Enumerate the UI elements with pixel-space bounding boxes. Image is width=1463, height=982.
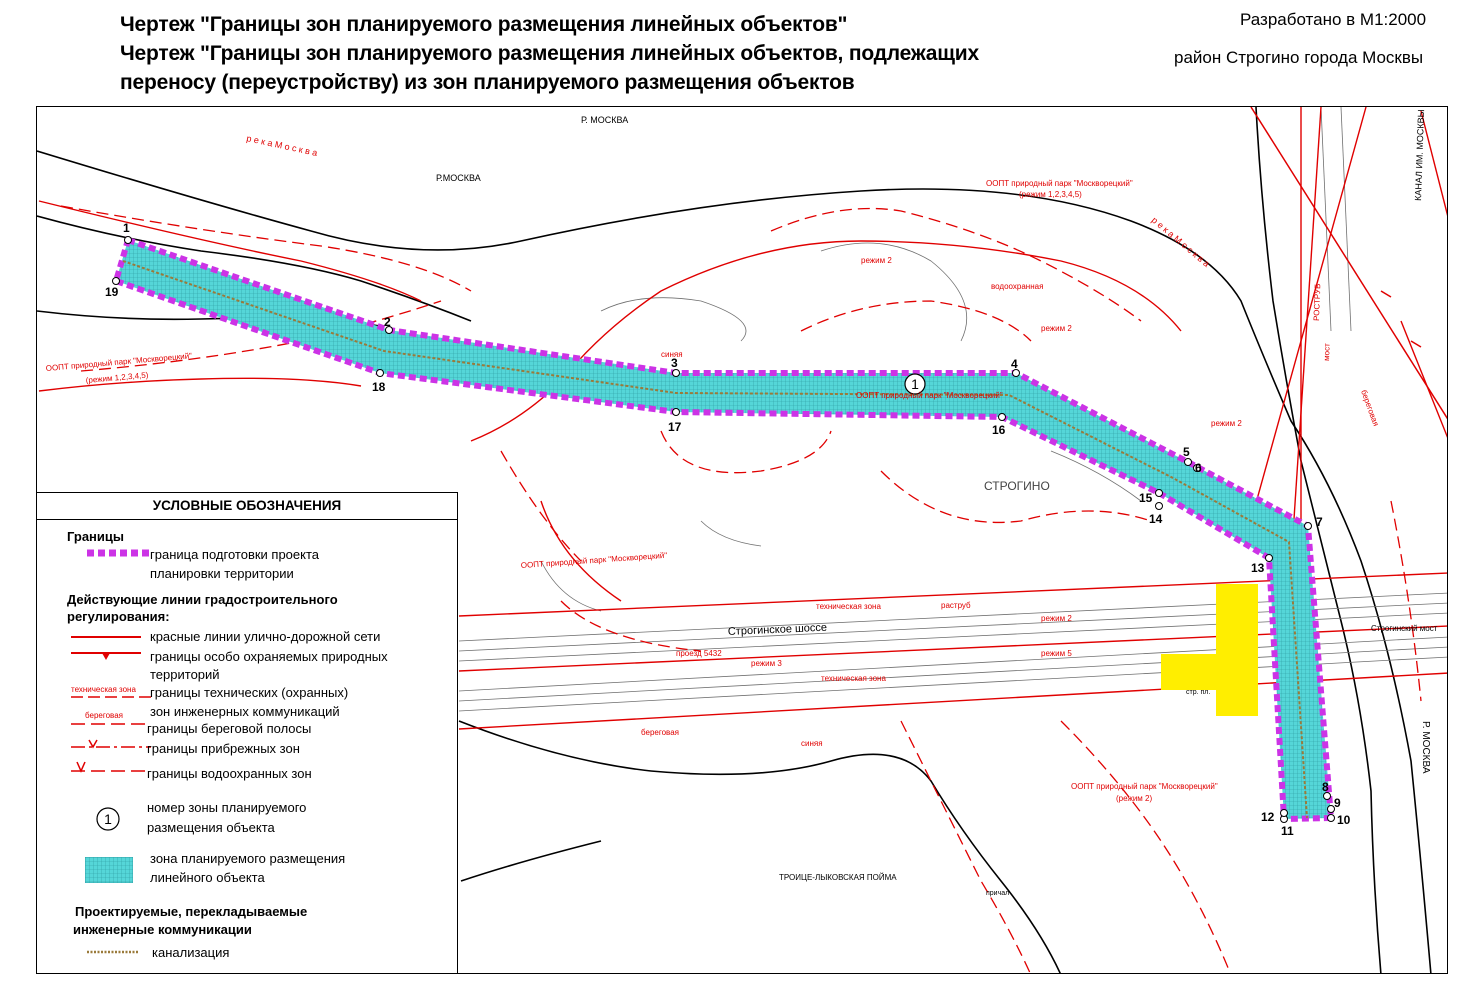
vertex-label-12: 12 — [1261, 810, 1275, 824]
vertex-label-4: 4 — [1011, 357, 1018, 371]
legend-oopt-line1: границы особо охраняемых природных — [150, 649, 388, 664]
label-regime3: режим 3 — [751, 659, 782, 668]
svg-text:1: 1 — [104, 811, 112, 827]
legend-section-borders: Границы — [67, 529, 124, 544]
map-title-block — [120, 10, 1120, 97]
legend-boundary-line2: планировки территории — [150, 566, 294, 581]
title-line-2: Чертеж "Границы зон планируемого размещения линейных объектов, подлежащих — [120, 42, 979, 65]
legend-coastal-line: границы прибрежных зон — [147, 741, 300, 756]
label-passage: проезд 5432 — [676, 649, 722, 658]
legend-tech-symbol — [71, 694, 151, 700]
label-oopt-top-2: (режим 1,2,3,4,5) — [1019, 190, 1082, 199]
legend-zone-symbol — [85, 857, 133, 883]
label-oopt-lower-1: ООПТ природный парк "Москворецкий" — [1071, 782, 1218, 791]
label-oopt-mid: ООПТ природный парк "Москворецкий" — [856, 391, 1003, 400]
label-river-right: Р. МОСКВА — [1420, 721, 1431, 774]
legend-tech-small: техническая зона — [71, 685, 136, 694]
vertex-label-7: 7 — [1316, 515, 1323, 529]
legend-section-utilities-2: инженерные коммуникации — [73, 922, 252, 937]
legend-zone-number-line1: номер зоны планируемого — [147, 800, 307, 815]
label-oopt-top-1: ООПТ природный парк "Москворецкий" — [986, 179, 1133, 188]
legend-bereg-line: границы береговой полосы — [147, 721, 312, 736]
label-regime2-a: режим 2 — [1041, 324, 1072, 333]
legend-coastal-symbol — [71, 737, 151, 753]
vertex-label-15: 15 — [1139, 491, 1153, 505]
label-rastrub: раструб — [941, 601, 971, 610]
vertex-label-3: 3 — [671, 356, 678, 370]
label-str-pl: стр. пл. — [1186, 689, 1211, 696]
label-oopt-left-1: ООПТ природный парк "Москворецкий" — [45, 351, 193, 373]
vertex-label-5: 5 — [1183, 445, 1190, 459]
legend-tech-line2: зон инженерных коммуникаций — [150, 704, 340, 719]
vertex-label-16: 16 — [992, 423, 1006, 437]
legend-section-regulation-1: Действующие линии градостроительного — [67, 592, 338, 607]
title-line-1: Чертеж "Границы зон планируемого размещения линейных объектов" — [120, 13, 848, 36]
label-canal: КАНАЛ ИМ. МОСКВЫ — [1413, 109, 1427, 202]
legend-oopt-symbol — [71, 649, 141, 663]
vertex-label-10: 10 — [1337, 813, 1351, 827]
vertex-label-11: 11 — [1281, 824, 1294, 838]
district-label: район Строгино города Москвы — [1174, 48, 1424, 67]
legend-boundary-symbol — [85, 547, 155, 559]
label-regime5: режим 5 — [1041, 649, 1072, 658]
label-regime2-c: режим 2 — [1211, 419, 1242, 428]
legend-water-symbol — [71, 759, 151, 775]
label-highway: Строгинское шоссе — [727, 621, 828, 638]
legend-zone-line2: линейного объекта — [150, 870, 265, 885]
legend-boundary-line1: граница подготовки проекта — [150, 547, 320, 562]
legend-oopt-line2: территорий — [150, 667, 220, 682]
legend-sewer-symbol — [87, 948, 139, 956]
label-river-left: Р.МОСКВА — [436, 173, 481, 183]
label-water-zone: водоохранная — [991, 282, 1044, 291]
label-tech-zone-lower: техническая зона — [821, 674, 886, 683]
label-prichal: причал — [986, 890, 1010, 897]
label-regime2-d: режим 2 — [1041, 614, 1072, 623]
legend-red-lines: красные линии улично-дорожной сети — [150, 629, 381, 644]
legend-panel — [36, 492, 458, 974]
label-regime2-b: режим 2 — [861, 256, 892, 265]
vertex-label-17: 17 — [668, 420, 682, 434]
label-bereg-lower: береговая — [641, 728, 679, 737]
legend-sewer: канализация — [152, 945, 230, 960]
label-siniya: синяя — [661, 350, 683, 359]
label-oopt-lower-2: (режим 2) — [1116, 794, 1153, 803]
label-floodplain: ТРОИЦЕ-ЛЫКОВСКАЯ ПОЙМА — [779, 873, 897, 882]
vertex-label-2: 2 — [384, 315, 391, 329]
label-oopt-left-2: (режим 1,2,3,4,5) — [85, 370, 149, 385]
vertex-label-13: 13 — [1251, 561, 1265, 575]
label-strogino: СТРОГИНО — [984, 479, 1050, 493]
label-river-top: Р. МОСКВА — [581, 115, 629, 125]
legend-zone-number-symbol — [95, 806, 121, 832]
vertex-label-14: 14 — [1149, 512, 1163, 526]
label-rostrub: РОСТРУБ — [1312, 283, 1323, 322]
title-line-3: переносу (переустройству) из зон планируемого размещения объектов — [120, 71, 855, 94]
label-oopt-lower-mid: ООПТ природный парк "Москворецкий" — [520, 550, 668, 570]
scale-label: Разработано в М1:2000 — [1240, 10, 1427, 29]
vertex-label-9: 9 — [1334, 796, 1341, 810]
label-river-right-dotted: р е к а М о с к в а — [1149, 214, 1212, 269]
vertex-label-1: 1 — [123, 221, 130, 235]
label-bereg-right: береговая — [1359, 388, 1381, 428]
label-siniya-2: синяя — [801, 739, 823, 748]
label-most: мост — [1322, 343, 1332, 362]
legend-tech-line1: границы технических (охранных) — [150, 685, 349, 700]
legend-bereg-small: береговая — [85, 711, 123, 720]
label-bridge: Строгинский мост — [1371, 624, 1438, 633]
legend-water-line: границы водоохранных зон — [147, 766, 312, 781]
label-river-left-dotted: р е к а М о с к в а — [245, 133, 319, 158]
legend-zone-line1: зона планируемого размещения — [150, 851, 346, 866]
legend-red-line-symbol — [71, 631, 141, 643]
svg-text:1: 1 — [911, 376, 919, 392]
legend-bereg-symbol — [71, 721, 151, 727]
legend-section-regulation-2: регулирования: — [67, 609, 170, 624]
label-tech-zone-upper: техническая зона — [816, 602, 881, 611]
legend-section-utilities-1: Проектируемые, перекладываемые — [75, 904, 308, 919]
vertex-label-6: 6 — [1195, 461, 1202, 475]
vertex-label-19: 19 — [105, 285, 119, 299]
legend-title: УСЛОВНЫЕ ОБОЗНАЧЕНИЯ — [37, 493, 457, 520]
vertex-label-18: 18 — [372, 380, 386, 394]
vertex-label-8: 8 — [1322, 780, 1329, 794]
legend-zone-number-line2: размещения объекта — [147, 820, 275, 835]
